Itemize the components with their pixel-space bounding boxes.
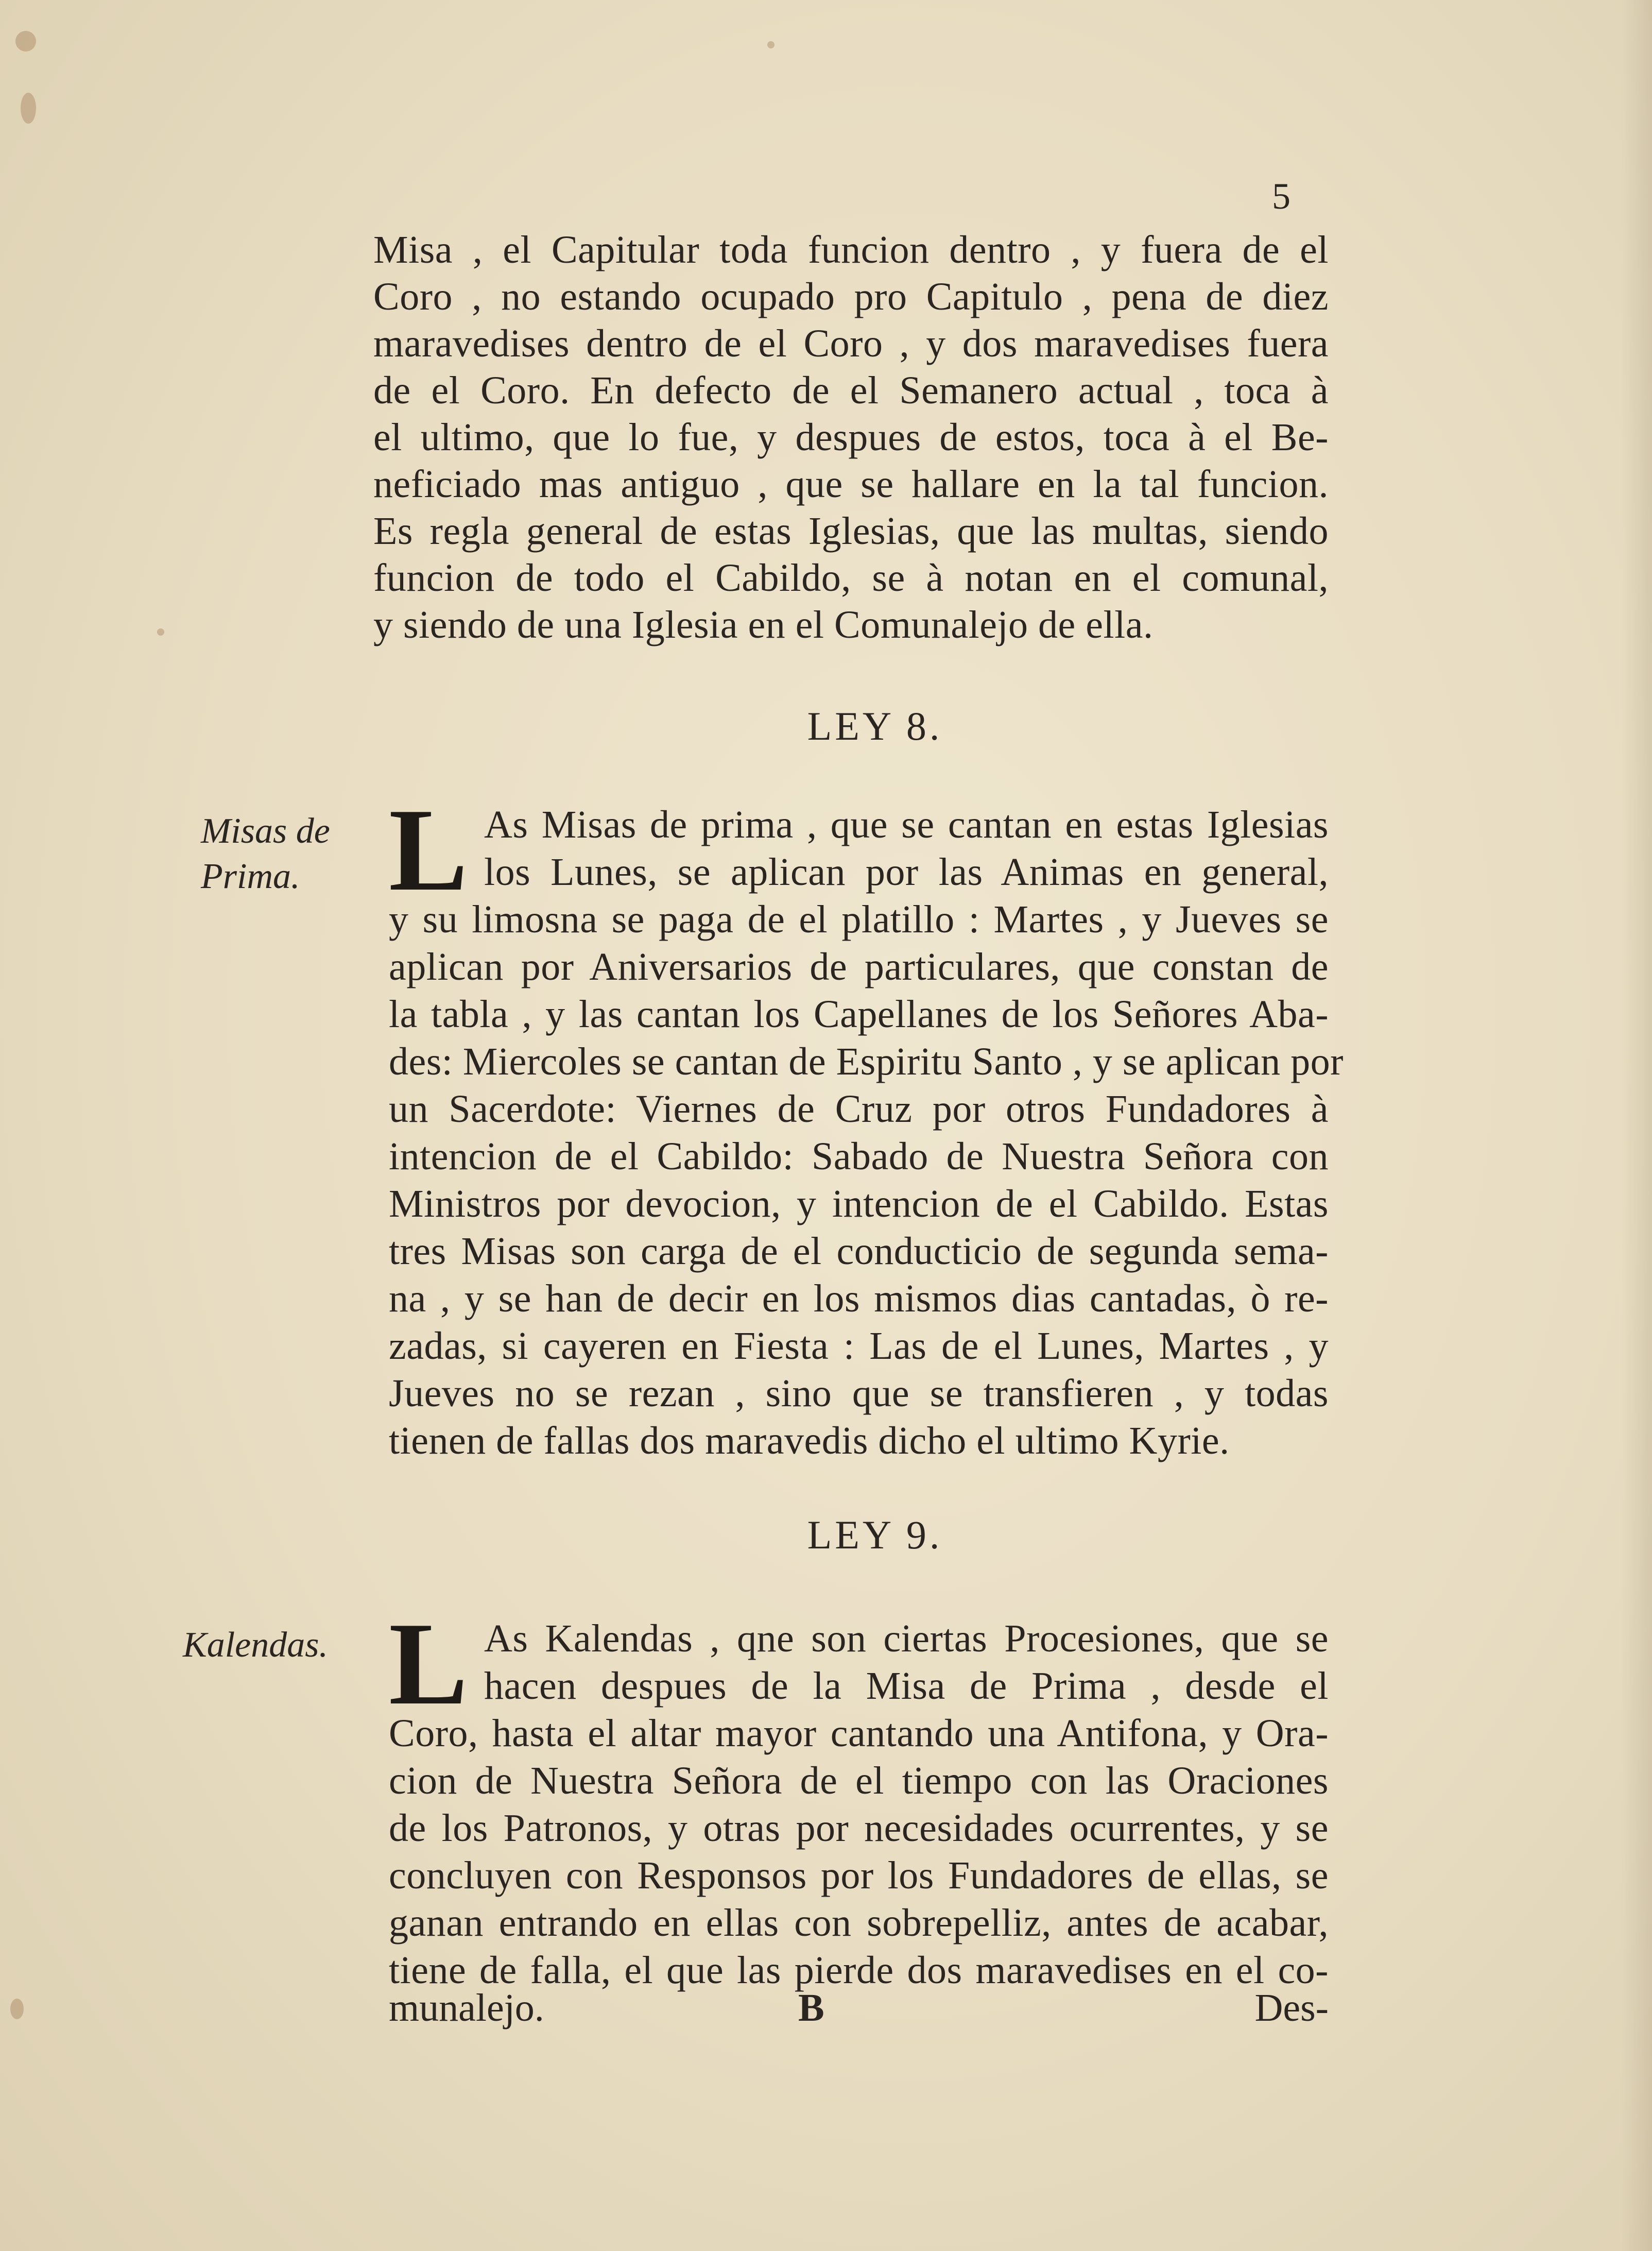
text-line: concluyen con Responsos por los Fundadores de ellas, se <box>389 1854 1329 1897</box>
text-line: tres Misas son carga de el conducticio de segunda sema- <box>389 1230 1329 1273</box>
text-line: maravedises dentro de el Coro , y dos maravedises fuera <box>373 322 1329 365</box>
text-line: Ministros por devocion, y intencion de el Cabildo. Estas <box>389 1182 1329 1225</box>
page-number: 5 <box>1272 176 1290 217</box>
law-8-heading: LEY 8. <box>807 704 943 748</box>
law-9-heading: LEY 9. <box>807 1512 943 1557</box>
text-line: tienen de fallas dos maravedis dicho el ultimo Kyrie. <box>389 1419 1230 1462</box>
last-word: munalejo. <box>389 1986 544 2030</box>
paper-stain <box>15 31 36 52</box>
page-footer <box>389 1986 1329 2032</box>
text-line: Es regla general de estas Iglesias, que las multas, siendo <box>373 509 1329 553</box>
text-line: na , y se han de decir en los mismos dias cantadas, ò re- <box>389 1277 1329 1320</box>
margin-note-line: Misas de <box>201 811 330 851</box>
signature-mark: B <box>798 1986 824 2030</box>
text-line: Jueves no se rezan , sino que se transfieren , y todas <box>389 1372 1329 1415</box>
text-line: cion de Nuestra Señora de el tiempo con las Oraciones <box>389 1759 1329 1802</box>
text-line: tiene de falla, el que las pierde dos maravedises en el co- <box>389 1949 1329 1992</box>
text-line: los Lunes, se aplican por las Animas en general, <box>484 850 1329 894</box>
text-line: ganan entrando en ellas con sobrepelliz, antes de acabar, <box>389 1901 1329 1945</box>
text-line: funcion de todo el Cabildo, se à notan en el comunal, <box>373 556 1329 600</box>
margin-note-line: Kalendas. <box>183 1625 328 1665</box>
text-line: Misa , el Capitular toda funcion dentro , y fuera de el <box>373 228 1329 271</box>
drop-cap: L <box>389 1598 468 1729</box>
text-line: y su limosna se paga de el platillo : Martes , y Jueves se <box>389 898 1329 941</box>
text-line: un Sacerdote: Viernes de Cruz por otros Fundadores à <box>389 1087 1329 1131</box>
intro-paragraph <box>373 227 1329 649</box>
text-line: hacen despues de la Misa de Prima , desde el <box>484 1664 1329 1708</box>
paper-stain <box>157 628 164 636</box>
law-9-paragraph <box>389 1598 1329 1994</box>
law-8-paragraph <box>389 784 1344 1464</box>
text-line: aplican por Aniversarios de particulares, que constan de <box>389 945 1329 988</box>
text-line: Coro , no estando ocupado pro Capitulo , pena de diez <box>373 275 1329 318</box>
text-line: el ultimo, que lo fue, y despues de estos, toca à el Be- <box>373 416 1329 459</box>
text-line: de los Patronos, y otras por necesidades ocurrentes, y se <box>389 1806 1329 1850</box>
catchword: Des- <box>1254 1986 1329 2030</box>
text-line: des: Miercoles se cantan de Espiritu Santo , y se aplican por <box>389 1040 1344 1083</box>
text-line: y siendo de una Iglesia en el Comunalejo de ella. <box>373 603 1154 646</box>
paper-stain <box>10 1999 24 2019</box>
drop-cap: L <box>389 784 468 915</box>
text-line: As Misas de prima , que se cantan en estas Iglesias <box>484 803 1329 846</box>
text-line: intencion de el Cabildo: Sabado de Nuestra Señora con <box>389 1135 1329 1178</box>
paper-stain <box>767 41 775 48</box>
margin-note-line: Prima. <box>201 857 300 896</box>
text-line: As Kalendas , qne son ciertas Procesiones, que se <box>484 1617 1329 1660</box>
page-edge-shadow <box>1621 0 1652 2251</box>
law-8-margin-note <box>201 809 330 899</box>
text-line: zadas, si cayeren en Fiesta : Las de el Lunes, Martes , y <box>389 1324 1329 1368</box>
text-line: de el Coro. En defecto de el Semanero actual , toca à <box>373 369 1329 412</box>
text-line: la tabla , y las cantan los Capellanes de los Señores Aba- <box>389 993 1329 1036</box>
text-line: neficiado mas antiguo , que se hallare en la tal funcion. <box>373 463 1329 506</box>
text-line: Coro, hasta el altar mayor cantando una Antifona, y Ora- <box>389 1712 1329 1755</box>
law-9-margin-note <box>183 1623 328 1668</box>
paper-stain <box>21 93 36 124</box>
